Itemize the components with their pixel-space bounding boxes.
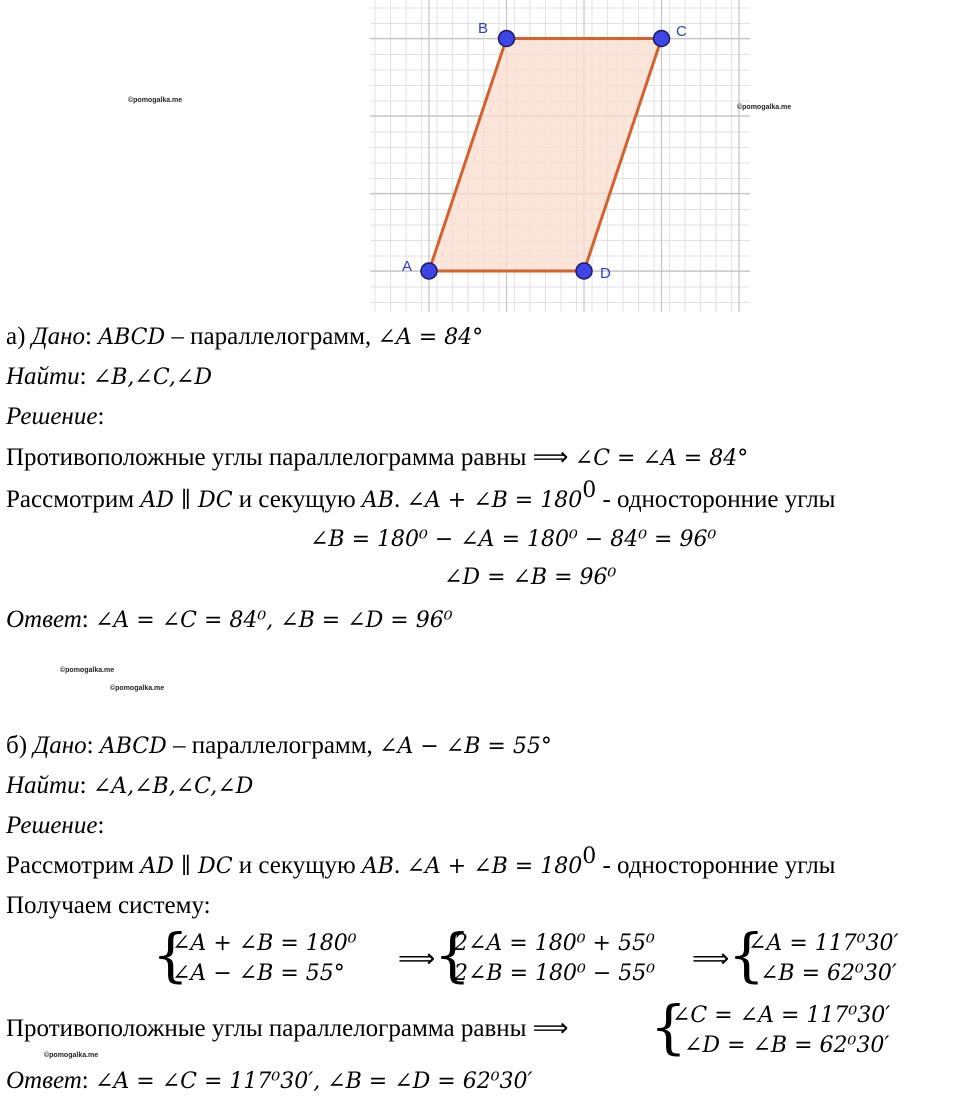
part-b-find: Найти: ∠A,∠B,∠C,∠D bbox=[6, 772, 254, 799]
part-a-answer: Ответ: ∠A = ∠C = 84⁰, ∠B = ∠D = 96⁰ bbox=[6, 606, 453, 633]
system-brace: { bbox=[434, 921, 471, 989]
part-b-line3: Противоположные углы параллелограмма равны ⟹ bbox=[6, 1015, 569, 1042]
system3-eq-a: ∠A = 117⁰30′ bbox=[748, 931, 899, 956]
part-b-solution-heading: Решение: bbox=[6, 812, 105, 839]
implies-arrow: ⟹ bbox=[398, 944, 436, 974]
part-a-line2: Рассмотрим AD ∥ DC и секущую AB. ∠A + ∠B = $180^0$ - односторонние углы bbox=[6, 478, 836, 513]
vertex-point-c bbox=[654, 31, 670, 47]
part-a-find: Найти: ∠B,∠C,∠D bbox=[6, 363, 212, 390]
system1-eq-b: ∠A − ∠B = 55° bbox=[172, 961, 345, 986]
system4-eq-a: ∠C = ∠A = 117⁰30′ bbox=[672, 1003, 891, 1028]
part-b-answer: Ответ: ∠A = ∠C = 117⁰30′, ∠B = ∠D = 62⁰30′ bbox=[6, 1067, 533, 1094]
system2-eq-a: 2∠A = 180⁰ + 55⁰ bbox=[454, 931, 655, 956]
label-d: D bbox=[600, 265, 611, 282]
system2-eq-b: 2∠B = 180⁰ − 55⁰ bbox=[454, 961, 656, 986]
label-b: B bbox=[478, 20, 489, 37]
watermark: ©pomogalka.me bbox=[737, 104, 792, 111]
watermark: ©pomogalka.me bbox=[128, 97, 183, 104]
system1-eq-a: ∠A + ∠B = 180⁰ bbox=[172, 931, 357, 956]
system-brace: { bbox=[152, 921, 189, 989]
label-a: A bbox=[402, 258, 413, 275]
parallelogram-shape bbox=[429, 39, 662, 272]
vertex-point-a bbox=[421, 263, 437, 279]
system-brace: { bbox=[650, 993, 687, 1061]
part-b-line1: Рассмотрим AD ∥ DC и секущую AB. ∠A + ∠B = $180^0$ - односторонние углы bbox=[6, 844, 836, 879]
vertex-point-b bbox=[499, 31, 515, 47]
part-a-solution-heading: Решение: bbox=[6, 403, 105, 430]
watermark: ©pomogalka.me bbox=[60, 667, 115, 674]
watermark: ©pomogalka.me bbox=[44, 1052, 99, 1059]
part-a-eq2: ∠D = ∠B = 96⁰ bbox=[444, 565, 617, 590]
system-brace: { bbox=[728, 921, 765, 989]
part-b-given: б) Дано: ABCD – параллелограмм, ∠A − ∠B = 55° bbox=[6, 732, 552, 759]
part-a-eq1: ∠B = 180⁰ − ∠A = 180⁰ − 84⁰ = 96⁰ bbox=[310, 527, 717, 552]
watermark: ©pomogalka.me bbox=[110, 685, 165, 692]
system3-eq-b: ∠B = 62⁰30′ bbox=[760, 961, 897, 986]
system4-eq-b: ∠D = ∠B = 62⁰30′ bbox=[684, 1033, 890, 1058]
parallelogram-figure bbox=[370, 0, 750, 312]
vertex-point-d bbox=[576, 263, 592, 279]
label-c: C bbox=[676, 23, 687, 40]
implies-arrow: ⟹ bbox=[692, 944, 730, 974]
part-a-line1: Противоположные углы параллелограмма равны ⟹ ∠C = ∠A = 84° bbox=[6, 444, 749, 471]
part-a-given: а) Дано: ABCD – параллелограмм, ∠A = 84° bbox=[6, 323, 484, 350]
part-b-line2: Получаем систему: bbox=[6, 892, 211, 919]
